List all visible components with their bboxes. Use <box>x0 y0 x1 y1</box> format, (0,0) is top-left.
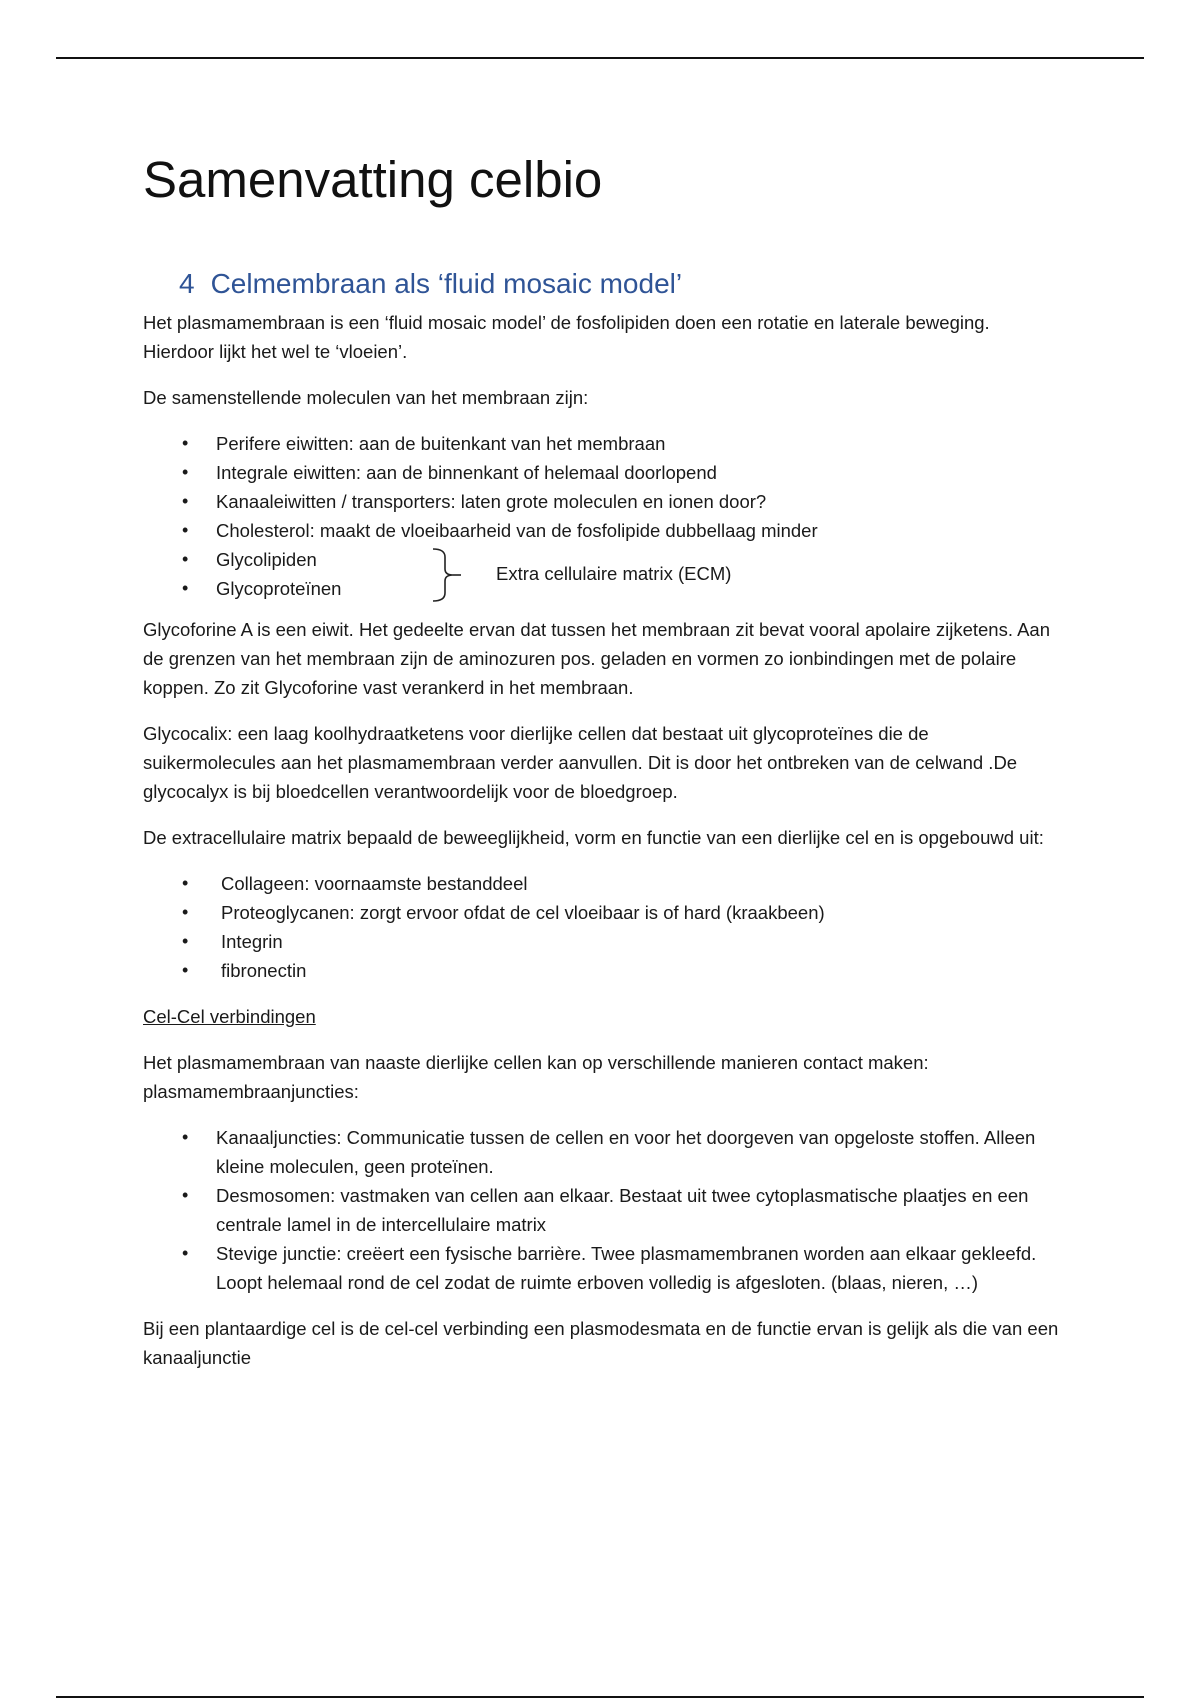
list-item: • Collageen: voornaamste bestanddeel <box>221 869 1063 898</box>
header-rule <box>56 57 1144 59</box>
junctions-intro: Het plasmamembraan van naaste dierlijke cellen kan op verschillende manieren contact maken: plasmamembraanjuncties: <box>143 1052 929 1102</box>
molecules-intro: De samenstellende moleculen van het membraan zijn: <box>143 387 589 408</box>
ecm-label: Extra cellulaire matrix (ECM) <box>496 563 732 584</box>
junctions-list <box>143 1123 1063 1297</box>
plant-note: Bij een plantaardige cel is de cel-cel verbinding een plasmodesmata en de functie ervan is gelijk als die van een kanaaljunctie <box>143 1318 1059 1368</box>
list-item: • Kanaaljuncties: Communicatie tussen de cellen en voor het doorgeven van opgeloste stoffen. Alleen kleine moleculen, geen proteïnen. <box>216 1123 1063 1181</box>
molecules-list <box>143 429 1063 603</box>
section-title: Celmembraan als ‘fluid mosaic model’ <box>210 268 683 299</box>
ecm-list <box>143 869 1063 985</box>
glycolipiden-label: Glycolipiden <box>216 549 317 570</box>
list-item: • Stevige junctie: creëert een fysische barrière. Twee plasmamembranen worden aan elkaar gekleefd. Loopt helemaal rond de cel zodat de ruimte erboven volledig is afgesloten. (blaas, nieren, …) <box>216 1239 1063 1297</box>
footer-rule <box>56 1696 1144 1698</box>
list-item: • Cholesterol: maakt de vloeibaarheid van de fosfolipide dubbellaag minder <box>216 516 1063 545</box>
intro-paragraph: Het plasmamembraan is een ‘fluid mosaic model’ de fosfolipiden doen een rotatie en laterale beweging. Hierdoor lijkt het wel te ‘vloeien’. <box>143 312 990 362</box>
list-item <box>216 545 1063 584</box>
ecm-intro: De extracellulaire matrix bepaald de beweeglijkheid, vorm en functie van een dierlijke cel en is opgebouwd uit: <box>143 827 1044 848</box>
glycocalix-paragraph: Glycocalix: een laag koolhydraatketens voor dierlijke cellen dat bestaat uit glycoproteïnes die de suikermolecules aan het plasmamembraan verder aanvullen. Dit is door het ontbreken van de celwand .De glycocalyx is bij bloedcellen verantwoordelijk voor de bloedgroep. <box>143 723 1018 802</box>
list-item: • Integrale eiwitten: aan de binnenkant of helemaal doorlopend <box>216 458 1063 487</box>
junctions-heading: Cel-Cel verbindingen <box>143 1006 316 1027</box>
section-heading <box>179 266 682 302</box>
list-item: • Desmosomen: vastmaken van cellen aan elkaar. Bestaat uit twee cytoplasmatische plaatjes en een centrale lamel in de intercellulaire matrix <box>216 1181 1063 1239</box>
glycoforine-paragraph: Glycoforine A is een eiwit. Het gedeelte ervan dat tussen het membraan zit bevat vooral apolaire zijketens. Aan de grenzen van het membraan zijn de aminozuren pos. geladen en vormen zo ionbindingen met de polaire koppen. Zo zit Glycoforine vast verankerd in het membraan. <box>143 619 1051 698</box>
section-number: 4 <box>179 268 195 299</box>
list-item: • Proteoglycanen: zorgt ervoor ofdat de cel vloeibaar is of hard (kraakbeen) <box>221 898 1063 927</box>
document-body <box>143 308 1063 1389</box>
list-item: • Glycoproteïnen <box>216 574 1063 603</box>
list-item: • fibronectin <box>221 956 1063 985</box>
document-title: Samenvatting celbio <box>143 151 603 208</box>
list-item: • Kanaaleiwitten / transporters: laten grote moleculen en ionen door? <box>216 487 1063 516</box>
list-item: • Perifere eiwitten: aan de buitenkant van het membraan <box>216 429 1063 458</box>
list-item: • Integrin <box>221 927 1063 956</box>
